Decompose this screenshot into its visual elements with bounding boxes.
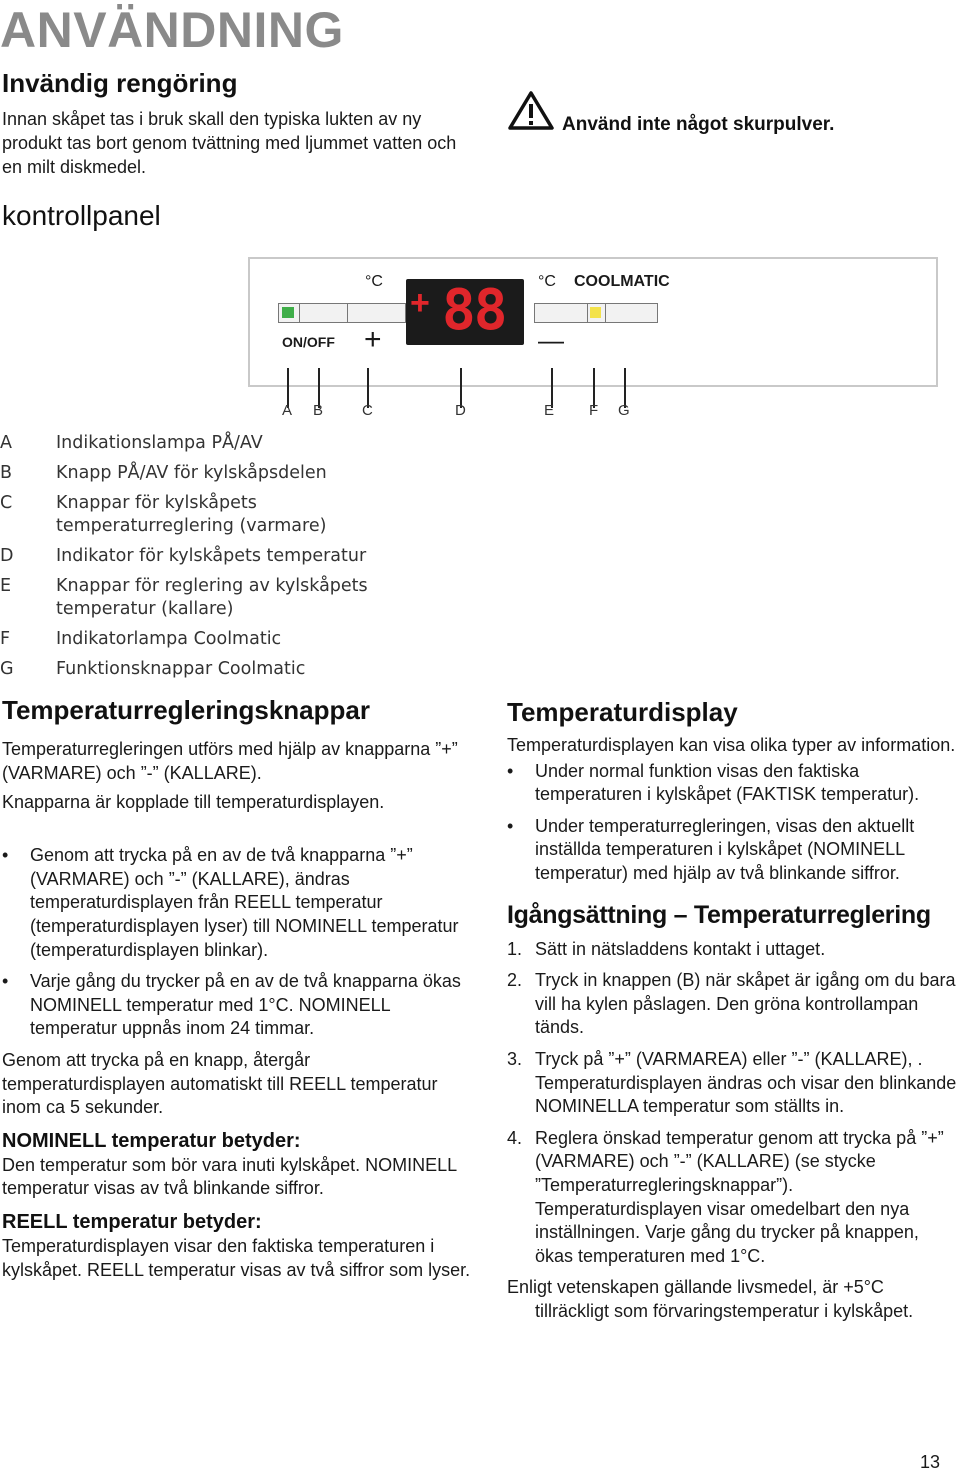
legend-key: D — [0, 546, 14, 566]
temp-display-heading: Temperaturdisplay — [507, 697, 738, 727]
list-item: • Varje gång du trycker på en av de två knapparna ökas NOMINELL temperatur med 1°C. NOMINELL temperatur uppnås inom 24 timmar. — [2, 970, 472, 1041]
legend-item — [0, 492, 470, 538]
right-button-bar — [534, 303, 658, 323]
cleaning-heading: Invändig rengöring — [2, 68, 238, 98]
legend-text: Indikator för kylskåpets temperatur — [56, 546, 367, 566]
legend-key: G — [0, 659, 14, 679]
temp-buttons-bullets — [2, 844, 472, 1041]
legend-list — [0, 432, 470, 688]
legend-item — [0, 462, 470, 485]
pointer-label-f: F — [589, 402, 599, 419]
legend-key: B — [0, 463, 13, 483]
legend-item — [0, 628, 470, 651]
list-item — [507, 1048, 959, 1119]
onoff-indicator-lamp — [279, 304, 300, 322]
list-item: • Under temperaturregleringen, visas den aktuellt inställda temperaturen i kylskåpet (NOMINELL temperatur) med hjälp av två blinkande siffror. — [507, 815, 959, 886]
left-button-bar — [278, 303, 406, 323]
legend-key: C — [0, 493, 13, 513]
step-number: 3. — [507, 1048, 523, 1069]
colder-button[interactable] — [535, 304, 588, 322]
step-number: 4. — [507, 1127, 523, 1148]
warning-text: Använd inte något skurpulver. — [562, 114, 835, 135]
list-item — [507, 969, 959, 1040]
list-item — [507, 1127, 959, 1269]
start-steps — [507, 938, 959, 1269]
legend-item — [0, 658, 470, 681]
celsius-label-right: °C — [538, 273, 556, 290]
temp-buttons-intro-2: Knapparna är kopplade till temperaturdisplayen. — [2, 792, 385, 813]
legend-item — [0, 545, 470, 568]
coolmatic-label: COOLMATIC — [574, 273, 670, 290]
step-number: 2. — [507, 970, 523, 991]
pointer-label-d: D — [455, 402, 466, 419]
legend-text: Knappar för kylskåpets temperaturreglering (varmare) — [56, 493, 327, 536]
step-number: 1. — [507, 938, 523, 959]
temperature-display — [406, 279, 524, 345]
pointer-label-a: A — [282, 402, 293, 419]
reell-heading: REELL temperatur betyder: — [2, 1210, 262, 1233]
step-text: Sätt in nätsladdens kontakt i uttaget. — [535, 938, 826, 959]
list-item: • Genom att trycka på en av de två knapparna ”+” (VARMARE) och ”-” (KALLARE), ändras temperaturdisplayen från REELL temperatur (temperaturdisplayen lyser) till NOMINELL temperatur (temperaturdisplayen blinkar). — [2, 844, 472, 962]
nominell-text: Den temperatur som bör vara inuti kylskåpet. NOMINELL temperatur visas av två blinkande siffror. — [2, 1154, 457, 1199]
plus-symbol: + — [364, 323, 382, 356]
legend-text: Indikatorlampa Coolmatic — [56, 629, 282, 649]
pointer-label-b: B — [313, 402, 324, 419]
display-plus-sign: + — [410, 284, 430, 322]
pointer-label-c: C — [362, 402, 373, 419]
page-number: 13 — [920, 1452, 941, 1472]
legend-item — [0, 575, 470, 621]
return-text: Genom att trycka på en knapp, återgår temperaturdisplayen automatiskt till REELL temperatur inom ca 5 sekunder. — [2, 1049, 438, 1118]
step-text: Tryck på ”+” (VARMAREA) eller ”-” (KALLARE), . Temperaturdisplayen ändras och visar den blinkande NOMINELLA temperatur som ställts in. — [535, 1048, 957, 1117]
celsius-label-left: °C — [365, 273, 383, 290]
temp-buttons-heading: Temperaturregleringsknappar — [2, 695, 370, 725]
right-column — [507, 694, 959, 1323]
page-title: ANVÄNDNING — [0, 2, 344, 58]
legend-text: Funktionsknappar Coolmatic — [56, 659, 306, 679]
list-item: • Under normal funktion visas den faktiska temperaturen i kylskåpet (FAKTISK temperatur). — [507, 760, 959, 807]
start-heading: Igångsättning – Temperaturreglering — [507, 900, 931, 929]
step-text: Tryck in knappen (B) när skåpet är igång om du bara vill ha kylen påslagen. Den gröna kontrollampan tänds. — [535, 970, 956, 1038]
display-digits: 88 — [442, 278, 506, 343]
coolmatic-button[interactable] — [605, 304, 657, 322]
legend-key: A — [0, 433, 12, 453]
warning-icon — [508, 90, 554, 130]
minus-symbol: — — [538, 325, 564, 355]
temp-display-bullets — [507, 760, 959, 886]
legend-text: Indikationslampa PÅ/AV — [56, 433, 263, 453]
cleaning-text: Innan skåpet tas i bruk skall den typiska lukten av ny produkt tas bort genom tvättning med ljummet vatten och en milt diskmedel. — [2, 109, 457, 177]
temp-buttons-intro: Temperaturregleringen utförs med hjälp av knapparna ”+” (VARMARE) och ”-” (KALLARE). — [2, 739, 458, 783]
list-item — [507, 938, 959, 962]
legend-item — [0, 432, 470, 455]
left-column — [2, 692, 472, 1282]
coolmatic-indicator-lamp — [587, 304, 606, 322]
pointer-label-g: G — [618, 402, 630, 419]
control-panel-heading: kontrollpanel — [2, 200, 161, 231]
onoff-label: ON/OFF — [282, 334, 335, 350]
pointer-label-e: E — [544, 402, 555, 419]
reell-text: Temperaturdisplayen visar den faktiska temperaturen i kylskåpet. REELL temperatur visas av två siffror som lyser. — [2, 1235, 471, 1280]
nominell-heading: NOMINELL temperatur betyder: — [2, 1129, 301, 1152]
legend-key: F — [0, 629, 11, 649]
legend-key: E — [0, 576, 12, 596]
step-text: Reglera önskad temperatur genom att trycka på ”+” (VARMARE) och ”-” (KALLARE) (se stycke ”Temperaturregleringsknappar”). Temperaturdisplayen visar omedelbart den nya inställningen. Varje gång du trycker på knappen, ökas temperaturen med 1°C. — [535, 1127, 944, 1266]
legend-text: Knappar för reglering av kylskåpets temperatur (kallare) — [56, 576, 368, 619]
final-note: Enligt vetenskapen gällande livsmedel, är +5°C tillräckligt som förvaringstemperatur i kylskåpet. — [507, 1277, 914, 1321]
warmer-button[interactable] — [347, 304, 404, 322]
onoff-button[interactable] — [299, 304, 348, 322]
legend-text: Knapp PÅ/AV för kylskåpsdelen — [56, 463, 327, 483]
temp-display-intro: Temperaturdisplayen kan visa olika typer av information. — [507, 735, 956, 755]
